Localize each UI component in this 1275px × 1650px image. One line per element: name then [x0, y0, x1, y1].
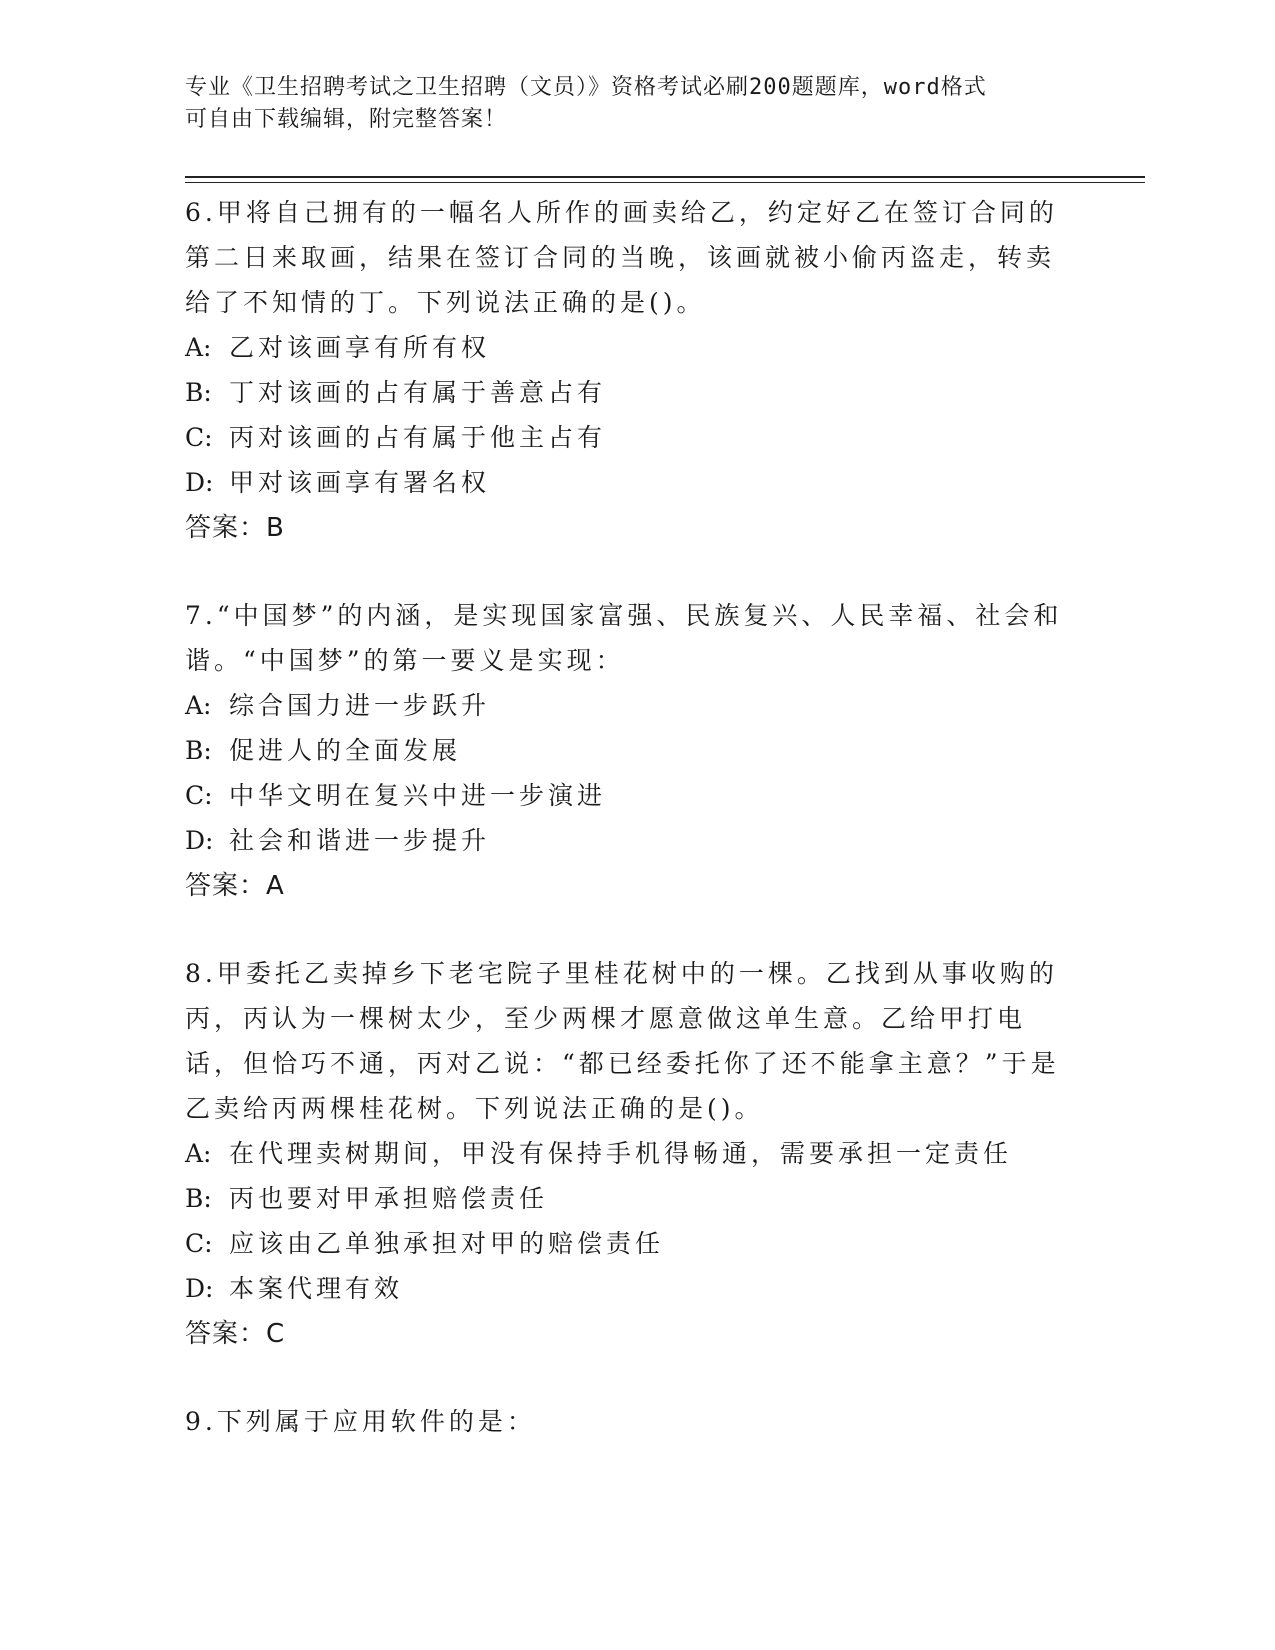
- option-key: B:: [185, 1184, 212, 1213]
- option-key: B:: [185, 378, 212, 407]
- option-a: [185, 1131, 1065, 1176]
- option-key: A:: [185, 333, 212, 362]
- question-list: [185, 190, 1065, 1444]
- option-text: 在代理卖树期间，甲没有保持手机得畅通，需要承担一定责任: [229, 1139, 1013, 1168]
- answer-line: 答案：B: [185, 513, 285, 543]
- option-text: 综合国力进一步跃升: [229, 691, 491, 720]
- option-text: 丙也要对甲承担赔偿责任: [229, 1184, 549, 1213]
- answer-line: 答案：C: [185, 1319, 286, 1349]
- option-key: A:: [185, 1139, 212, 1168]
- option-key: B:: [185, 736, 212, 765]
- option-text: 促进人的全面发展: [229, 736, 462, 765]
- question-text: 9.下列属于应用软件的是：: [185, 1407, 536, 1436]
- option-key: D:: [185, 826, 214, 855]
- option-c: [185, 1221, 1065, 1266]
- option-b: [185, 1176, 1065, 1221]
- option-a: [185, 683, 1065, 728]
- option-b: [185, 370, 1065, 415]
- option-text: 乙对该画享有所有权: [229, 333, 491, 362]
- question-6: [185, 190, 1065, 551]
- option-text: 应该由乙单独承担对甲的赔偿责任: [229, 1229, 665, 1258]
- option-key: C:: [185, 423, 213, 452]
- spacer: [185, 909, 1065, 951]
- option-text: 中华文明在复兴中进一步演进: [229, 781, 607, 810]
- question-7: [185, 593, 1065, 909]
- spacer: [185, 551, 1065, 593]
- option-text: 本案代理有效: [229, 1274, 404, 1303]
- document-header: [185, 72, 1065, 136]
- option-key: D:: [185, 1274, 214, 1303]
- option-d: [185, 1266, 1065, 1311]
- option-c: [185, 415, 1065, 460]
- option-key: A:: [185, 691, 212, 720]
- option-text: 丙对该画的占有属于他主占有: [229, 423, 607, 452]
- option-text: 社会和谐进一步提升: [229, 826, 491, 855]
- question-text: 8.甲委托乙卖掉乡下老宅院子里桂花树中的一棵。乙找到从事收购的丙，丙认为一棵树太少，至少两棵才愿意做这单生意。乙给甲打电话，但恰巧不通，丙对乙说：“都已经委托你了还不能拿主意？”于是乙卖给丙两棵桂花树。下列说法正确的是()。: [185, 959, 1060, 1123]
- option-key: C:: [185, 1229, 213, 1258]
- header-divider-thick: [185, 176, 1145, 178]
- option-d: [185, 818, 1065, 863]
- header-line-2: 可自由下载编辑，附完整答案！: [185, 107, 508, 132]
- option-d: [185, 460, 1065, 505]
- question-8: [185, 951, 1065, 1357]
- option-text: 甲对该画享有署名权: [229, 468, 491, 497]
- option-c: [185, 773, 1065, 818]
- option-text: 丁对该画的占有属于善意占有: [229, 378, 607, 407]
- option-key: D:: [185, 468, 214, 497]
- header-line-1: 专业《卫生招聘考试之卫生招聘（文员）》资格考试必刷200题题库，word格式: [185, 75, 987, 100]
- question-text: 6.甲将自己拥有的一幅名人所作的画卖给乙，约定好乙在签订合同的第二日来取画，结果在签订合同的当晚，该画就被小偷丙盗走，转卖给了不知情的丁。下列说法正确的是()。: [185, 198, 1058, 317]
- header-divider-thin: [185, 182, 1145, 183]
- option-a: [185, 325, 1065, 370]
- question-text: 7.“中国梦”的内涵，是实现国家富强、民族复兴、人民幸福、社会和谐。“中国梦”的第一要义是实现：: [185, 601, 1063, 675]
- spacer: [185, 1357, 1065, 1399]
- question-9: [185, 1399, 1065, 1444]
- option-b: [185, 728, 1065, 773]
- answer-line: 答案：A: [185, 871, 285, 901]
- option-key: C:: [185, 781, 213, 810]
